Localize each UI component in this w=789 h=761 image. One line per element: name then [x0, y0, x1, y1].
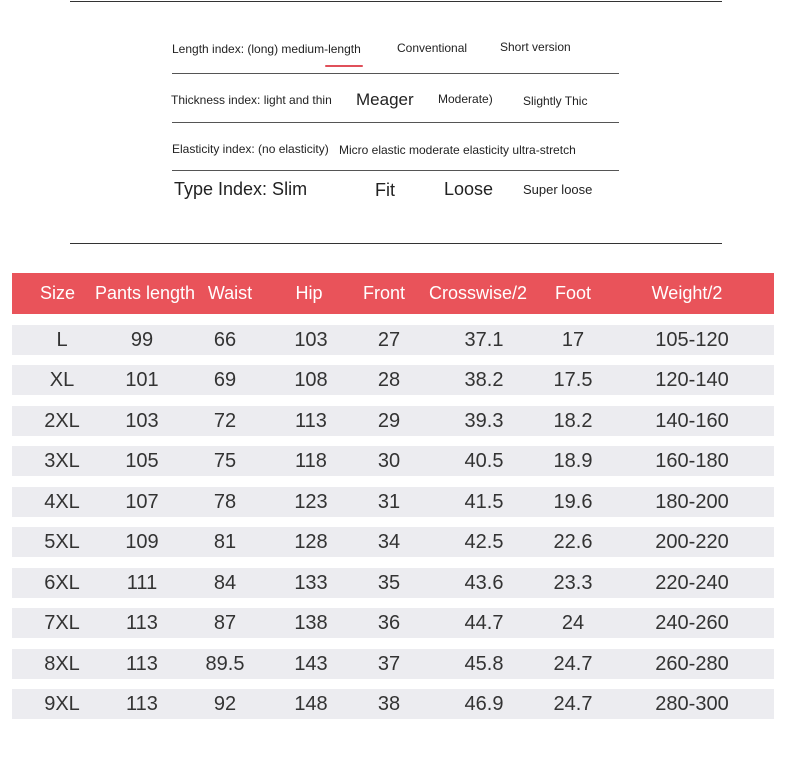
cell-hip: 128 [294, 531, 328, 553]
selected-indicator [325, 65, 363, 67]
cell-weight: 240-260 [655, 612, 729, 634]
length-option-short: Short version [500, 40, 571, 54]
cell-crosswise: 43.6 [464, 572, 504, 594]
cell-hip: 103 [294, 329, 328, 351]
section-divider [70, 243, 722, 244]
cell-foot: 23.3 [553, 572, 593, 594]
cell-waist: 84 [213, 572, 237, 594]
cell-waist: 89.5 [205, 653, 245, 675]
cell-waist: 75 [213, 450, 237, 472]
table-row [12, 446, 774, 476]
table-row [12, 568, 774, 598]
table-row [12, 365, 774, 395]
cell-front: 37 [377, 653, 401, 675]
cell-front: 34 [377, 531, 401, 553]
cell-size: 8XL [44, 653, 80, 675]
cell-foot: 19.6 [553, 491, 593, 513]
cell-weight: 160-180 [655, 450, 729, 472]
cell-weight: 220-240 [655, 572, 729, 594]
cell-size: 6XL [44, 572, 80, 594]
cell-foot: 18.9 [553, 450, 593, 472]
table-row [12, 689, 774, 719]
cell-pants-length: 99 [130, 329, 154, 351]
header-hip: Hip [295, 283, 323, 303]
cell-front: 38 [377, 693, 401, 715]
cell-pants-length: 101 [125, 369, 159, 391]
row-separator [172, 122, 619, 123]
cell-weight: 260-280 [655, 653, 729, 675]
cell-crosswise: 38.2 [464, 369, 504, 391]
cell-size: XL [49, 369, 75, 391]
cell-crosswise: 40.5 [464, 450, 504, 472]
cell-waist: 87 [213, 612, 237, 634]
table-row [12, 527, 774, 557]
header-front: Front [362, 283, 405, 303]
cell-foot: 24 [561, 612, 585, 634]
cell-front: 30 [377, 450, 401, 472]
cell-crosswise: 44.7 [464, 612, 504, 634]
cell-crosswise: 46.9 [464, 693, 504, 715]
cell-crosswise: 45.8 [464, 653, 504, 675]
table-row [12, 487, 774, 517]
cell-hip: 108 [294, 369, 328, 391]
cell-pants-length: 113 [126, 653, 158, 675]
cell-front: 36 [377, 612, 401, 634]
cell-crosswise: 42.5 [464, 531, 504, 553]
cell-front: 31 [377, 491, 401, 513]
cell-hip: 148 [294, 693, 328, 715]
cell-weight: 105-120 [655, 329, 729, 351]
cell-front: 28 [377, 369, 401, 391]
cell-hip: 123 [294, 491, 328, 513]
top-divider [70, 1, 722, 2]
cell-hip: 113 [295, 410, 327, 432]
cell-crosswise: 37.1 [464, 329, 504, 351]
cell-foot: 22.6 [553, 531, 593, 553]
header-size: Size [39, 283, 75, 303]
thickness-index-label: Thickness index: light and thin [171, 93, 332, 107]
cell-pants-length: 107 [125, 491, 159, 513]
cell-foot: 17 [561, 329, 585, 351]
cell-waist: 81 [213, 531, 237, 553]
header-foot: Foot [554, 283, 592, 303]
table-header [12, 273, 774, 314]
cell-waist: 69 [213, 369, 237, 391]
type-option-loose: Loose [444, 179, 494, 199]
table-row [12, 649, 774, 679]
cell-waist: 66 [213, 329, 237, 351]
length-index-label: Length index: (long) medium-length [172, 42, 361, 56]
cell-hip: 143 [294, 653, 328, 675]
header-crosswise: Crosswise/2 [428, 283, 528, 303]
cell-waist: 72 [213, 410, 237, 432]
cell-foot: 24.7 [553, 653, 593, 675]
cell-pants-length: 109 [125, 531, 159, 553]
cell-front: 35 [377, 572, 401, 594]
cell-pants-length: 113 [126, 693, 158, 715]
cell-front: 29 [377, 410, 401, 432]
cell-waist: 78 [213, 491, 237, 513]
cell-foot: 18.2 [553, 410, 593, 432]
cell-pants-length: 111 [126, 572, 158, 594]
elasticity-index-label: Elasticity index: (no elasticity) [172, 142, 329, 156]
header-pants-length: Pants length [94, 283, 196, 303]
cell-crosswise: 41.5 [464, 491, 504, 513]
cell-size: 2XL [44, 410, 80, 432]
table-row [12, 406, 774, 436]
thickness-option-meager: Meager [356, 90, 414, 109]
cell-weight: 280-300 [655, 693, 729, 715]
cell-weight: 180-200 [655, 491, 729, 513]
cell-size: L [56, 329, 68, 351]
cell-foot: 17.5 [553, 369, 593, 391]
cell-size: 5XL [44, 531, 80, 553]
cell-foot: 24.7 [553, 693, 593, 715]
table-row [12, 608, 774, 638]
type-index-label: Type Index: Slim [174, 179, 308, 199]
cell-front: 27 [377, 329, 401, 351]
cell-weight: 200-220 [655, 531, 729, 553]
row-separator [172, 73, 619, 74]
elasticity-options: Micro elastic moderate elasticity ultra-stretch [339, 143, 576, 157]
cell-pants-length: 103 [125, 410, 159, 432]
cell-crosswise: 39.3 [464, 410, 504, 432]
row-separator [172, 170, 619, 171]
table-row [12, 325, 774, 355]
header-waist: Waist [207, 283, 253, 303]
type-option-fit: Fit [375, 180, 395, 200]
cell-hip: 133 [294, 572, 328, 594]
cell-size: 7XL [44, 612, 80, 634]
cell-pants-length: 105 [125, 450, 159, 472]
cell-weight: 120-140 [655, 369, 729, 391]
thickness-option-moderate: Moderate) [438, 92, 493, 106]
thickness-option-slightly-thick: Slightly Thic [523, 94, 588, 108]
cell-size: 9XL [44, 693, 80, 715]
type-option-super-loose: Super loose [523, 182, 593, 197]
cell-hip: 138 [294, 612, 328, 634]
cell-pants-length: 113 [126, 612, 158, 634]
cell-hip: 118 [295, 450, 327, 472]
cell-waist: 92 [213, 693, 237, 715]
header-weight: Weight/2 [651, 283, 723, 303]
cell-size: 3XL [44, 450, 80, 472]
length-option-conventional: Conventional [397, 41, 468, 55]
cell-weight: 140-160 [655, 410, 729, 432]
cell-size: 4XL [44, 491, 80, 513]
